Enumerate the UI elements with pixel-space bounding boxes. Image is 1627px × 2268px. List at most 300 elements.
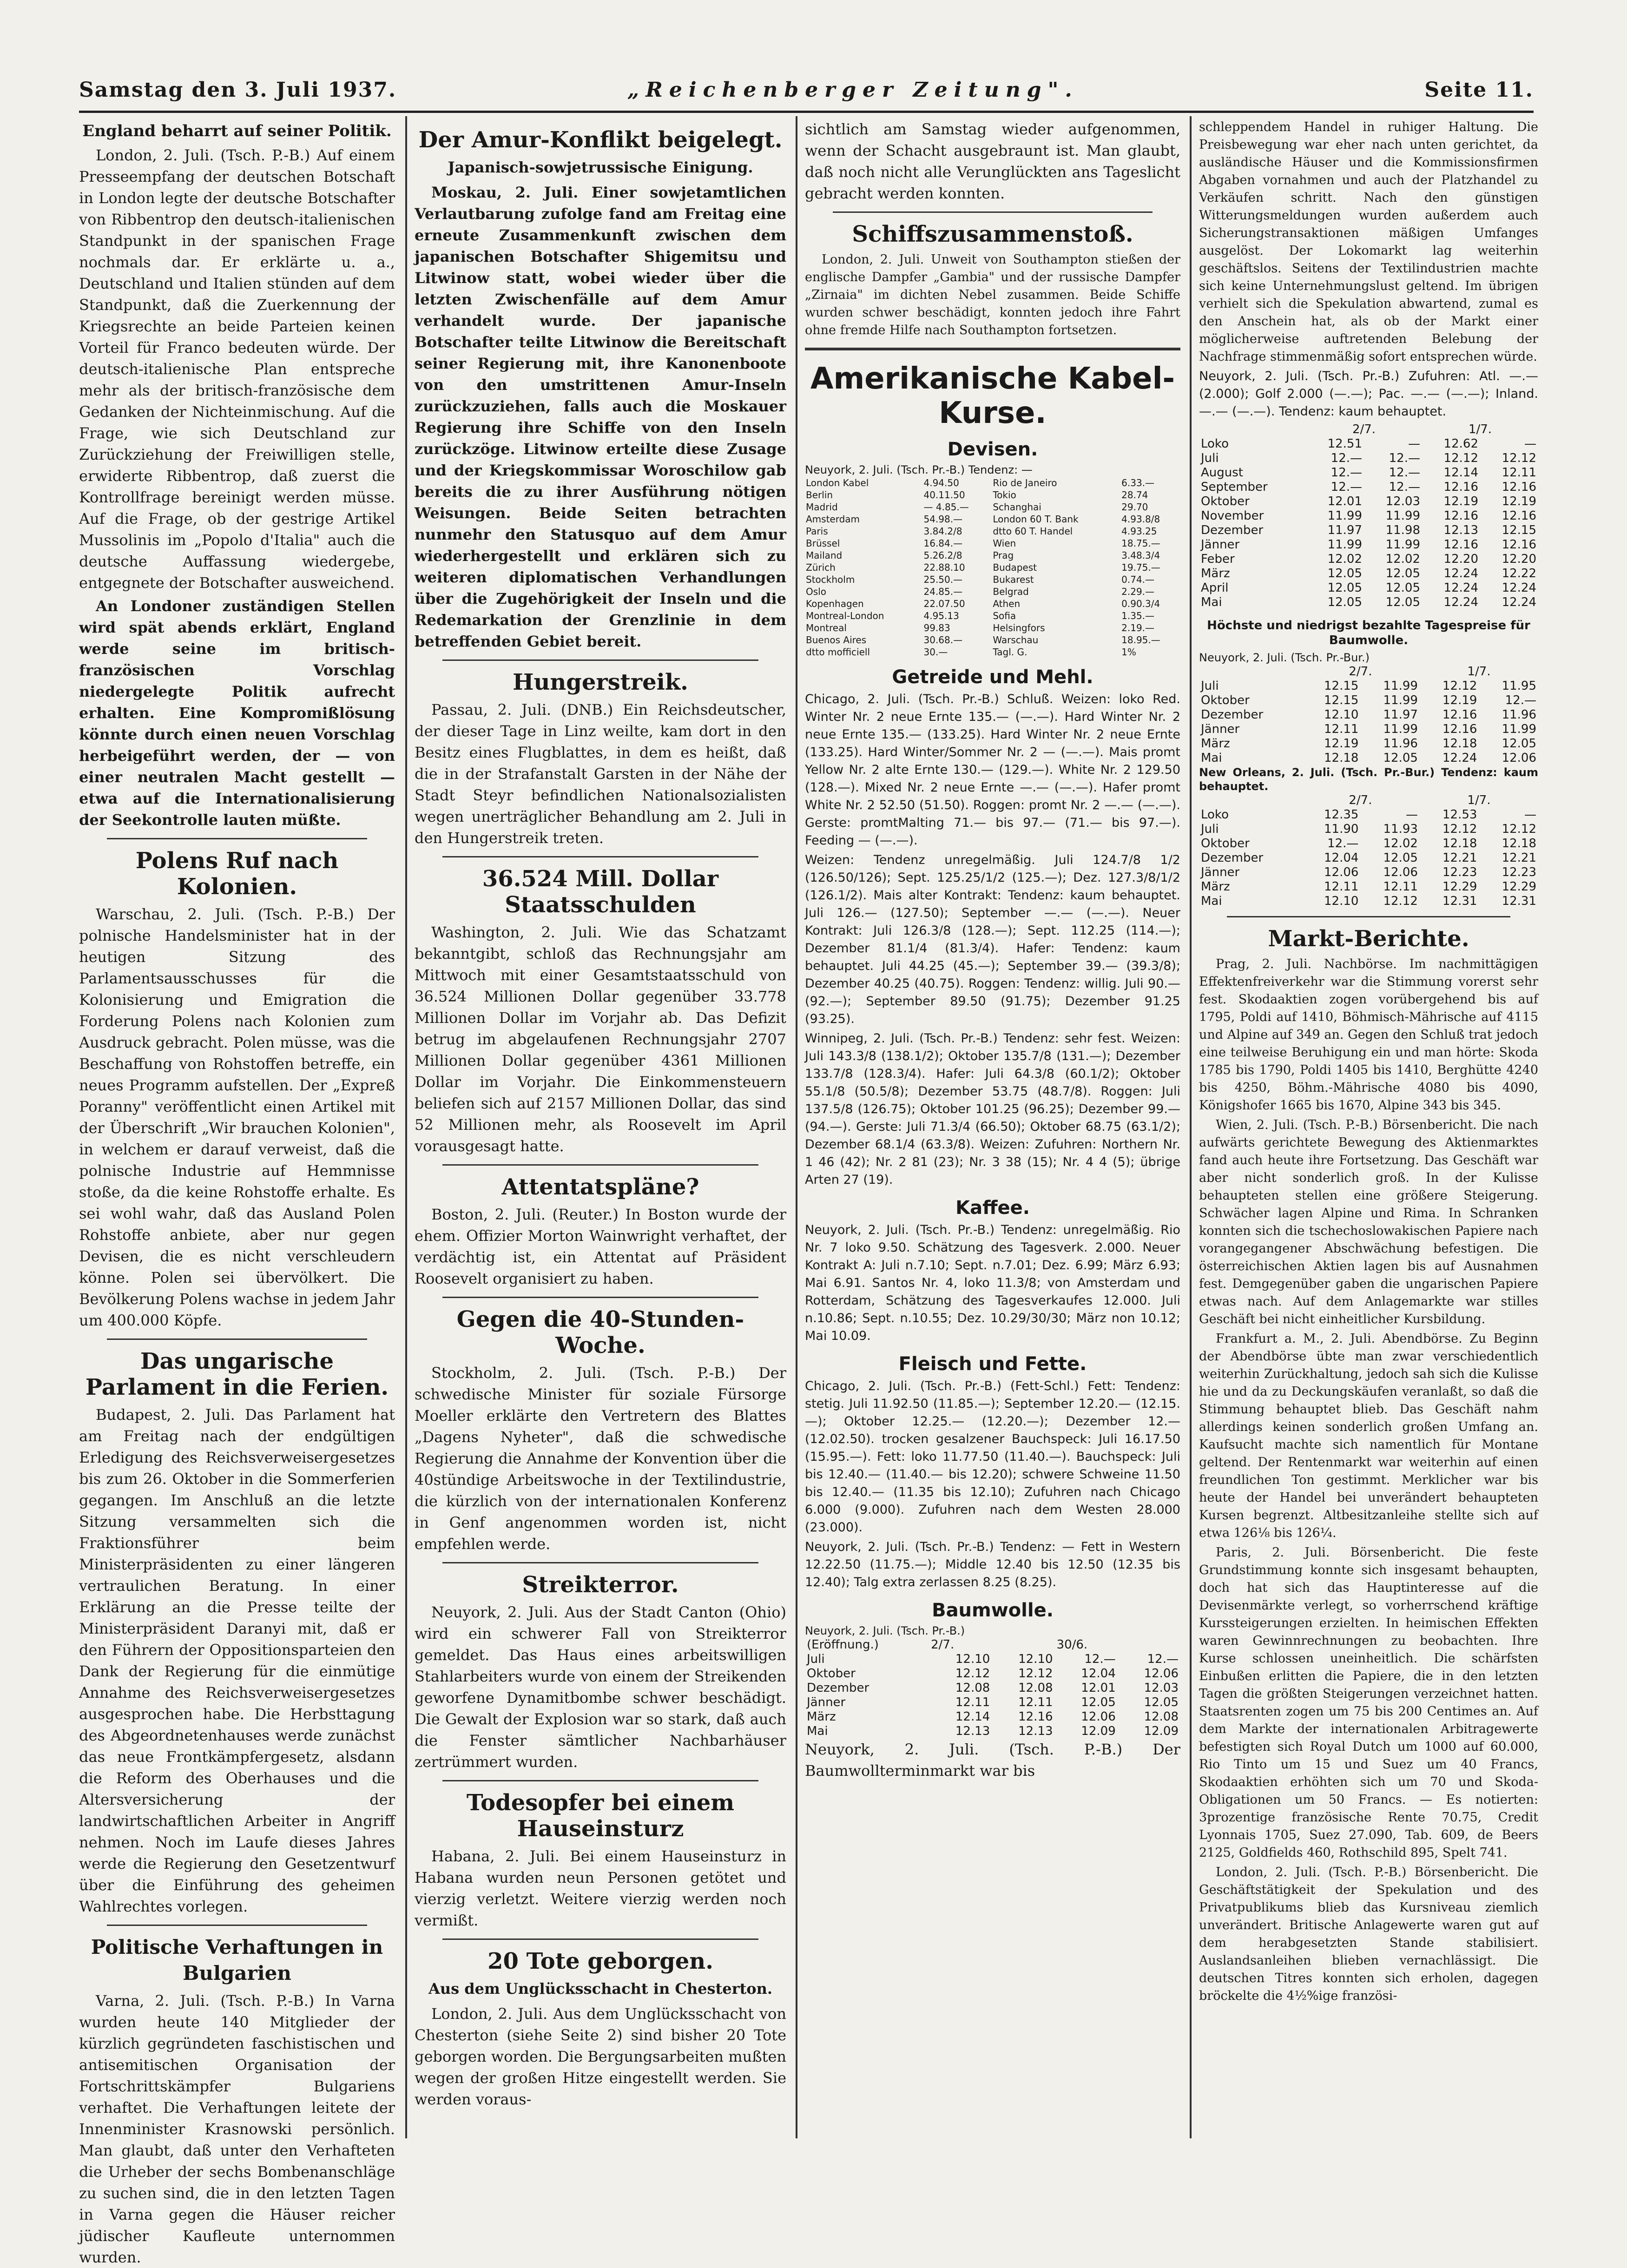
table-cell: Dezember: [807, 1681, 869, 1695]
table-cell: 2/7.: [1349, 665, 1372, 679]
table-cell: Mai: [1201, 595, 1222, 609]
table-cell: Helsingfors: [993, 622, 1045, 633]
table-cell: 12.10: [1018, 1652, 1053, 1666]
table-cell: 3.84.2/8: [923, 526, 962, 537]
table-cell: Mai: [1201, 751, 1222, 765]
table-cell: 12.12: [1443, 822, 1477, 836]
table-row: [1199, 494, 1538, 509]
table-row: [1199, 552, 1538, 567]
table-cell: 24.85.—: [923, 586, 963, 597]
table-cell: 12.20: [1443, 552, 1478, 566]
table-row: [1199, 851, 1538, 865]
article-heading: Hungerstreik.: [513, 669, 688, 695]
article-subheading: Japanisch-sowjetrussische Einigung.: [448, 158, 753, 176]
table-cell: Montreal-London: [806, 610, 884, 621]
table-cell: 11.96: [1383, 737, 1418, 751]
table-cell: November: [1201, 509, 1264, 523]
section-heading: Kaffee.: [955, 1197, 1030, 1219]
table-cell: 12.04: [1324, 851, 1359, 865]
table-cell: Jänner: [1201, 865, 1240, 879]
table-cell: 12.05: [1383, 851, 1418, 865]
table-cell: 12.13: [1443, 523, 1478, 537]
table-row: [1199, 466, 1538, 480]
table-row: [805, 1638, 1180, 1652]
column-1: [79, 119, 395, 2266]
table-cell: 12.16: [1443, 480, 1478, 494]
table-cell: 12.06: [1324, 865, 1359, 879]
table-cell: Mai: [807, 1724, 828, 1738]
table-row: [805, 489, 1180, 501]
market-report: Chicago, 2. Juli. (Tsch. Pr.-B.) (Fett-Schl.) Fett: Tendenz: stetig. Juli 11.92.50 (11.85.—); September 12.20.— (12.15.—); Oktober 12.25.— (12.20.—); Dezember 12.— (12.02.50). trocken gesalzener Bauchspeck: Juli 16.17.50 (15.95.—). Fett: loko 11.77.50 (11.40.—). Bauchspeck: Juli bis 12.40.— (11.40.— bis 12.20); schwere Schweine 11.50 bis 12.40.— (11.35 bis 12.10); Zufuhren nach Chicago 6.000 (9.000). Zufuhren nach dem Westen 28.000 (23.000).: [805, 1379, 1180, 1535]
table-cell: April: [1201, 581, 1229, 595]
table-cell: 12.16: [1502, 538, 1536, 552]
table-cell: 12.11: [1018, 1695, 1053, 1709]
table-cell: 12.02: [1385, 552, 1420, 566]
table-cell: Prag: [993, 550, 1014, 561]
table-cell: März: [1201, 737, 1230, 751]
table-cell: 12.22: [1502, 567, 1536, 580]
cotton-table-new-orleans: [1199, 793, 1538, 909]
table-cell: 12.08: [955, 1681, 990, 1695]
table-cell: Wien: [993, 538, 1016, 549]
table-cell: August: [1201, 466, 1243, 480]
section-intro: Neuyork, 2. Juli. (Tsch. Pr.-B.): [805, 1624, 965, 1637]
article-body: Moskau, 2. Juli. Einer sowjetamtlichen Verlautbarung zufolge fand am Freitag eine erneute Zusammenkunft zwischen dem japanischen Botschafter Shigemitsu und Litwinow statt, wobei wieder über die letzten Zwischenfälle auf dem Amur verhandelt wurde. Der japanische Botschafter teilte Litwinow die Bereitschaft seiner Regierung mit, ihre Kanonenboote von den umstrittenen Amur-Inseln zurückzuziehen, falls auch die Moskauer Regierung ihre Schiffe von den Inseln zurückzöge. Litwinow erteilte diese Zusage und der Kriegskommissar Woroschilow gab bereits die zu ihrer Ausführung nötigen Weisungen. Beide Seiten betrachten nunmehr den Statusquo auf dem Amur wiederhergestellt und erklären sich zu weiteren diplomatischen Verhandlungen über die Zugehörigkeit der Inseln und die Redemarkation der Grenzlinie in dem betreffenden Gebiet bereit.: [415, 184, 786, 650]
table-cell: 12.09: [1081, 1724, 1116, 1738]
table-cell: 12.12: [1443, 679, 1477, 693]
table-row: [805, 586, 1180, 598]
table-cell: März: [1201, 880, 1230, 894]
table-cell: 12.12: [955, 1667, 990, 1681]
section-heading-kabel: Amerikanische Kabel-Kurse.: [810, 362, 1175, 430]
market-report: schleppendem Handel in ruhiger Haltung. Die Preisbewegung war eher nach unten gerichtet, da ausländische Häuser und die Kommissionsfirmen Abgaben vornahmen und auch der Platzhandel zu Verkäufen schritt. Nach den günstigen Witterungsmeldungen wurden außerdem auch Sicherungstransaktionen mäßigen Umfanges ausgelöst. Der Lokomarkt lag weiterhin geschäftslos. Seitens der Textilindustrien machte sich keine Unternehmungslust geltend. Im übrigen verhielt sich die Spekulation abwartend, zumal es den Anschein hat, als ob der Markt einer möglicherweise auftretenden Belebung der Nachfrage stimmenmäßig sofort entsprechen würde.: [1199, 120, 1538, 364]
table-cell: Juli: [1201, 822, 1219, 836]
table-row: [1199, 793, 1538, 808]
table-cell: Feber: [1201, 552, 1235, 566]
table-cell: Zürich: [806, 562, 836, 573]
table-cell: 12.—: [1389, 480, 1420, 494]
table-row: [805, 549, 1180, 561]
table-cell: 12.29: [1443, 880, 1477, 894]
table-cell: 12.20: [1502, 552, 1536, 566]
table-cell: 29.70: [1121, 501, 1148, 513]
article-divider: [107, 1338, 367, 1340]
table-cell: März: [807, 1710, 836, 1724]
table-row: [1199, 437, 1538, 451]
table-cell: 19.75.—: [1121, 562, 1160, 573]
article-heading: Politische Verhaftungen in Bulgarien: [91, 1936, 383, 1984]
market-report: Neuyork, 2. Juli. (Tsch. Pr.-B.) Tendenz: — Fett in Western 12.22.50 (11.75.—); Middle 12.40 bis 12.50 (12.35 bis 12.40); Talg extra zerlassen 8.25 (8.25).: [805, 1540, 1180, 1589]
table-cell: 12.23: [1502, 865, 1536, 879]
table-cell: 12.12: [1443, 451, 1478, 465]
table-cell: 12.—: [1084, 1652, 1116, 1666]
table-cell: Dezember: [1201, 708, 1264, 722]
table-cell: Oslo: [806, 586, 826, 597]
table-cell: Kopenhagen: [806, 598, 864, 609]
table-cell: 11.99: [1383, 679, 1418, 693]
article-divider: [442, 1164, 758, 1166]
market-report: Winnipeg, 2. Juli. (Tsch. Pr.-B.) Tendenz: sehr fest. Weizen: Juli 143.3/8 (138.1/2); Oktober 135.7/8 (131.—); Dezember 133.7/8 (128.3/4). Hafer: Juli 64.3/8 (60.1/2); Oktober 55.1/8 (50.5/8); Dezember 53.75 (48.7/8). Roggen: Juli 137.5/8 (126.75); Oktober 101.25 (96.25); Dezember 99.— (94.—). Gerste: Juli 71.3/4 (66.50); Oktober 68.75 (63.1/2); Dezember 68.1/4 (63.3/8). Weizen: Zufuhren: Northern Nr. 1 46 (42); Nr. 2 81 (23); Nr. 3 38 (15); Nr. 4 4 (5); übrige Arten 27 (19).: [805, 1031, 1180, 1187]
table-cell: [992, 1638, 1054, 1652]
table-cell: 12.62: [1443, 437, 1478, 451]
market-report: Frankfurt a. M., 2. Juli. Abendbörse. Zu Beginn der Abendbörse übte man zwar verschiedentlich weiterhin Zurückhaltung, jedoch sah sich die Kulisse hie und da zu Deckungskäufen veranlaßt, so daß die Stimmung behauptet blieb. Das Geschäft nahm allerdings keinen sonderlich großen Umfang an. Kaufsucht machte sich namentlich für Montane geltend. Der Rentenmarkt war weiterhin auf einen freundlichen Ton gestimmt. Merklicher war bis heute der Handel bei unverändert behaupteten Kursen begrenzt. Altbesitzanleihe stellte sich auf etwa 126⅛ bis 126¼.: [1199, 1332, 1538, 1540]
table-cell: 12.12: [1502, 451, 1536, 465]
table-cell: 2/7.: [931, 1638, 955, 1652]
table-cell: [1199, 422, 1306, 437]
table-row: [1199, 509, 1538, 523]
article-body: Neuyork, 2. Juli. Aus der Stadt Canton (Ohio) wird ein schwerer Fall von Streikterror gemeldet. Das Haus eines arbeitswilligen Stahlarbeiters wurde von einem der Streikenden geworfene Dynamitbombe schwer beschädigt. Die Gewalt der Explosion war so stark, daß auch die Fenster sämtlicher Nachbarhäuser zertrümmert wurden.: [415, 1603, 786, 1771]
table-cell: 22.07.50: [923, 598, 965, 609]
table-cell: 12.13: [955, 1724, 990, 1738]
header-date: Samstag den 3. Juli 1937.: [79, 78, 397, 102]
table-cell: 1/7.: [1467, 665, 1491, 679]
baumwolle-table: [805, 1638, 1180, 1739]
cotton-table-high-low: [1199, 665, 1538, 765]
table-cell: 12.16: [1443, 509, 1478, 523]
article-heading: Der Amur-Konflikt beigelegt.: [418, 127, 783, 153]
table-cell: [1199, 793, 1301, 808]
table-cell: Dezember: [1201, 523, 1264, 537]
table-cell: [1199, 665, 1301, 679]
table-cell: 3.48.3/4: [1121, 550, 1160, 561]
table-row: [1199, 737, 1538, 751]
table-cell: 4.93.8/8: [1121, 514, 1160, 525]
table-cell: 12.21: [1502, 851, 1536, 865]
table-cell: Belgrad: [993, 586, 1029, 597]
table-cell: 18.95.—: [1121, 634, 1160, 646]
table-cell: 12.24: [1443, 595, 1478, 609]
table-cell: Madrid: [806, 501, 838, 513]
table-cell: 2.19.—: [1121, 622, 1155, 633]
table-cell: 12.04: [1081, 1667, 1116, 1681]
article-heading: Todesopfer bei einem Hauseinsturz: [466, 1790, 735, 1842]
table-cell: Mai: [1201, 894, 1222, 908]
table-cell: 12.05: [1327, 581, 1363, 595]
table-row: [1199, 722, 1538, 737]
table-cell: 12.—: [1331, 451, 1363, 465]
section-heading: Fleisch und Fette.: [898, 1353, 1087, 1375]
table-cell: 28.74: [1121, 489, 1148, 501]
table-cell: 11.97: [1383, 708, 1418, 722]
table-cell: Montreal: [806, 622, 847, 633]
table-cell: 12.19: [1443, 494, 1478, 508]
section-intro: Neuyork, 2. Juli. (Tsch. Pr.-B.) Tendenz: —: [805, 463, 1033, 476]
page-header: [79, 78, 1534, 106]
table-cell: 12.05: [1081, 1695, 1116, 1709]
table-cell: 12.01: [1327, 494, 1363, 508]
table-cell: 12.24: [1443, 581, 1478, 595]
table-cell: 12.35: [1324, 808, 1359, 822]
table-cell: 12.12: [1383, 894, 1418, 908]
table-row: [805, 574, 1180, 586]
article-body: London, 2. Juli. Unweit von Southampton stießen der englische Dampfer „Gambia" und der russische Dampfer „Zirnaia" im dichten Nebel zusammen. Beide Schiffe wurden schwer beschädigt, konnten jedoch ihre Fahrt ohne fremde Hilfe nach Southampton fortsetzen.: [805, 252, 1180, 337]
table-cell: Juli: [807, 1652, 825, 1666]
table-cell: 12.23: [1443, 865, 1477, 879]
table-cell: September: [1201, 480, 1268, 494]
table-cell: Jänner: [1201, 722, 1240, 736]
table-row: [1199, 894, 1538, 909]
table-cell: 11.99: [1385, 509, 1420, 523]
table-cell: Dezember: [1201, 851, 1264, 865]
article-heading: Streikterror.: [522, 1572, 679, 1598]
table-cell: dtto mofficiell: [806, 646, 870, 658]
table-cell: 1/7.: [1467, 793, 1491, 807]
table-cell: 4.93.25: [1121, 526, 1157, 537]
table-cell: Berlin: [806, 489, 833, 501]
table-cell: 12.—: [1147, 1652, 1179, 1666]
table-cell: 4.94.50: [923, 477, 959, 488]
article-divider: [107, 1925, 367, 1926]
table-cell: 12.05: [1502, 737, 1536, 751]
table-cell: 12.05: [1144, 1695, 1179, 1709]
table-row: [805, 1652, 1180, 1667]
article-body: Budapest, 2. Juli. Das Parlament hat am Freitag nach der endgültigen Erledigung des Reichsverweisergesetzes bis zum 26. Oktober in die Sommerferien gegangen. Im Anschluß an die letzte Sitzung versammelten sich die Fraktionsführer beim Ministerpräsidenten zu einer längeren vertraulichen Beratung. In einer Erklärung an die Presse teilte der Ministerpräsident Daranyi mit, daß er den Führern der Oppositionsparteien den Dank der Regierung für die einmütige Annahme des Reichsverweisergesetzes ausgesprochen habe. Die Herbsttagung des Abgeordnetenhauses werde zunächst das neue Frontkämpfergesetz, alsdann die Reform des Oberhauses und die Altersversicherung der landwirtschaftlichen Arbeiter in Angriff nehmen. Noch im Laufe dieses Jahres werde die Regierung den Gesetzentwurf über die Einführung des geheimen Wahlrechtes vorlegen.: [79, 1406, 395, 1915]
article-heading: Das ungarische Parlament in die Ferien.: [85, 1348, 389, 1400]
article-divider: [442, 856, 758, 857]
table-cell: Bukarest: [993, 574, 1034, 585]
header-rule: [79, 111, 1534, 113]
table-cell: 30/6.: [1056, 1638, 1088, 1652]
article-body: London, 2. Juli. (Tsch. P.-B.) Auf einem Presseempfang der deutschen Botschaft in London legte der deutsche Botschafter von Ribbentrop den deutsch-italienischen Standpunkt in der spanischen Frage nochmals dar. Er erklärte u. a., Deutschland und Italien stünden auf dem Standpunkt, daß die Zuerkennung der Kriegsrechte an beide Parteien keinen Vorteil für Franco bedeuten würde. Der deutsch-italienische Plan entspreche mehr als der britisch-französische dem Gedanken der Nichteinmischung. Auf die Frage, wie sich Deutschland zur Zurückziehung der Freiwilligen stelle, erwiderte Ribbentrop, daß zuerst die Kontrollfrage bereinigt werden müsse. Auf die Frage, ob der gestrige Artikel Mussolinis im „Popolo d'Italia" auch die deutsche Auffassung wiedergebe, entgegnete der Botschafter ausweichend.: [79, 146, 395, 592]
table-cell: Oktober: [807, 1667, 856, 1681]
article-heading: England beharrt auf seiner Politik.: [82, 122, 392, 140]
article-body: Varna, 2. Juli. (Tsch. P.-B.) In Varna wurden heute 140 Mitglieder der kürzlich gegründeten faschistischen und antisemitischen Organisation der Fortschrittskämpfer Bulgariens verhaftet. Die Verhaftungen leitete der Innenminister Krasnowski persönlich. Man glaubt, daß unter den Verhafteten die Urheber der sechs Bombenanschläge zu suchen sind, die in den letzten Tagen in Varna gegen die Häuser reicher jüdischer Kaufleute unternommen wurden.: [79, 1992, 395, 2266]
market-report: Neuyork, 2. Juli. (Tsch. Pr.-B.) Tendenz: unregelmäßig. Rio Nr. 7 loko 9.50. Schätzung des Tagesverk. 2.000. Neuer Kontrakt A: Juli n.7.10; Sept. n.7.01; Dez. 6.99; März 6.93; Mai 6.91. Santos Nr. 4, loko 11.3/8; von Amsterdam und Rotterdam, Schätzung des Tagesverkaufes 12.000. Juli n.10.86; Sept. n.10.55; Dez. 10.29/30/30; März non 10.12; Mai 10.09.: [805, 1223, 1180, 1343]
table-cell: 12.16: [1502, 509, 1536, 523]
table-cell: 12.12: [1502, 822, 1536, 836]
table-cell: 12.24: [1443, 567, 1478, 580]
market-report: Neuyork, 2. Juli. (Tsch. P.-B.) Der Baumwollterminmarkt war bis: [805, 1741, 1180, 1780]
table-cell: 12.19: [1502, 494, 1536, 508]
table-cell: Tagl. G.: [993, 646, 1028, 658]
table-cell: 11.96: [1502, 708, 1536, 722]
table-row: [1199, 808, 1538, 822]
section-intro: New Orleans, 2. Juli. (Tsch. Pr.-Bur.) Tendenz: kaum behauptet.: [1199, 766, 1538, 793]
table-cell: 12.03: [1385, 494, 1420, 508]
cotton-table-neuyork: [1199, 422, 1538, 610]
table-cell: Oktober: [1201, 837, 1250, 850]
table-cell: 11.99: [1383, 693, 1418, 707]
table-cell: Mailand: [806, 550, 843, 561]
column-3: [805, 119, 1180, 2145]
table-cell: Juli: [1201, 679, 1219, 693]
table-cell: 30.68.—: [923, 634, 963, 646]
table-cell: März: [1201, 567, 1230, 580]
table-cell: Rio de Janeiro: [993, 477, 1057, 488]
table-cell: Oktober: [1201, 693, 1250, 707]
table-cell: 12.11: [1324, 722, 1359, 736]
article-body: Washington, 2. Juli. Wie das Schatzamt bekanntgibt, schloß das Rechnungsjahr am Mittwoch mit einer Gesamtstaatsschuld von 36.524 Millionen Dollar gegenüber 33.778 Millionen Dollar im Vorjahr ab. Das Defizit betrug im abgelaufenen Rechnungsjahr 2707 Millionen Dollar gegenüber 4361 Millionen Dollar im Vorjahr. Die Einkommensteuern beliefen sich auf 2157 Millionen Dollar, das sind 52 Millionen mehr, als Roosevelt im April vorausgesagt hatte.: [415, 923, 786, 1155]
table-cell: 12.15: [1502, 523, 1536, 537]
table-cell: 12.02: [1327, 552, 1363, 566]
table-cell: 12.10: [1324, 708, 1359, 722]
table-cell: 12.53: [1443, 808, 1477, 822]
table-cell: Athen: [993, 598, 1021, 609]
table-cell: 12.—: [1331, 480, 1363, 494]
article-body: An Londoner zuständigen Stellen wird spät abends erklärt, England werde seine im britisch-französischen Vorschlag niedergelegte Politik aufrecht erhalten. Eine Kompromißlösung könnte durch einen neuen Vorschlag herbeigeführt werden, der — von einer neutralen Macht gestellt — etwa auf die Internationalisierung der Seekontrolle lauten müßte.: [79, 597, 395, 829]
table-row: [805, 477, 1180, 489]
table-cell: 12.05: [1385, 567, 1420, 580]
table-cell: 11.95: [1502, 679, 1536, 693]
table-row: [805, 1667, 1180, 1681]
table-cell: London Kabel: [806, 477, 869, 488]
table-cell: —: [1405, 808, 1418, 822]
table-cell: 12.21: [1443, 851, 1477, 865]
table-cell: 12.14: [1443, 466, 1478, 480]
article-divider: [442, 1780, 758, 1781]
table-cell: Sofia: [993, 610, 1016, 621]
table-cell: —: [1524, 808, 1536, 822]
table-cell: 12.06: [1144, 1667, 1179, 1681]
article-divider: [1227, 916, 1510, 917]
table-cell: Tokio: [993, 489, 1016, 501]
article-body: Habana, 2. Juli. Bei einem Hauseinsturz in Habana wurden neun Personen getötet und vierzig verletzt. Weitere vierzig werden noch vermißt.: [415, 1847, 786, 1929]
table-cell: 12.16: [1018, 1710, 1053, 1724]
table-cell: 12.14: [955, 1710, 990, 1724]
table-cell: 6.33.—: [1121, 477, 1155, 488]
table-row: [1199, 837, 1538, 851]
table-cell: 12.11: [1324, 880, 1359, 894]
table-cell: 12.16: [1443, 708, 1477, 722]
table-cell: 1.35.—: [1121, 610, 1155, 621]
section-heading: Getreide und Mehl.: [892, 666, 1093, 688]
table-cell: 11.90: [1324, 822, 1359, 836]
article-heading: Polens Ruf nach Kolonien.: [135, 848, 339, 900]
table-cell: 12.—: [1331, 466, 1363, 480]
article-divider: [442, 1297, 758, 1298]
table-row: [805, 1681, 1180, 1695]
table-row: [805, 537, 1180, 549]
table-row: [805, 634, 1180, 646]
market-report: Chicago, 2. Juli. (Tsch. Pr.-B.) Schluß. Weizen: loko Red. Winter Nr. 2 neue Ernte 135.— (—.—). Hard Winter Nr. 2 neue Ernte 135.— (133.25). Hard Winter Nr. 2 neue Ernte (133.25). Hard Winter/Sommer Nr. 2 — (—.—). Mais promt Yellow Nr. 2 alte Ernte 130.— (129.—). White Nr. 2 129.50 (128.—). Mixed Nr. 2 neue Ernte —.— (—.—). Hafer promt White Nr. 2 52.50 (51.50). Roggen: promt Nr. 2 —.— (—.—). Gerste: promtMalting 71.— bis 97.— (71.— bis 97.—). Feeding — (—.—).: [805, 692, 1180, 848]
table-cell: Brüssel: [806, 538, 840, 549]
table-cell: 1%: [1121, 646, 1136, 658]
table-row: [805, 513, 1180, 525]
column-4: [1199, 119, 1538, 2145]
table-cell: 12.08: [1144, 1710, 1179, 1724]
table-cell: Stockholm: [806, 574, 855, 585]
table-row: [1199, 880, 1538, 894]
table-cell: 12.24: [1502, 595, 1536, 609]
table-cell: 11.99: [1327, 509, 1363, 523]
article-divider: [442, 1938, 758, 1940]
table-cell: Paris: [806, 526, 828, 537]
table-row: [1199, 538, 1538, 552]
market-report: Weizen: Tendenz unregelmäßig. Juli 124.7/8 1/2 (126.50/126); Sept. 125.25/1/2 (125.—); Dez. 127.3/8/1/2 (126.1/2). Mais alter Kontrakt: Tendenz: kaum behauptet. Juli 126.— (127.50); September —.— (—.—). Neuer Kontrakt: Juli 126.3/8 (128.—); Sept. 112.25 (114.—); Dezember 81.1/4 (81.3/4). Hafer: Tendenz: kaum behauptet. Juli 44.25 (45.—); September 39.— (39.3/8); Dezember 40.25 (40.75). Roggen: Tendenz: willig. Juli 90.— (92.—); September 89.50 (91.75); Dezember 91.25 (93.25).: [805, 853, 1180, 1026]
table-row: [805, 1724, 1180, 1739]
table-cell: Jänner: [1201, 538, 1240, 552]
column-divider: [1190, 116, 1192, 2138]
table-row: [805, 598, 1180, 610]
table-row: [1199, 422, 1538, 437]
article-divider: [107, 838, 367, 839]
table-cell: 2.29.—: [1121, 586, 1155, 597]
table-cell: 12.11: [1502, 466, 1536, 480]
table-cell: 12.10: [955, 1652, 990, 1666]
table-cell: 12.06: [1383, 865, 1418, 879]
table-cell: 12.05: [1327, 595, 1363, 609]
table-cell: 12.—: [1389, 451, 1420, 465]
table-cell: Loko: [1201, 437, 1229, 451]
article-body: sichtlich am Samstag wieder aufgenommen, wenn der Schacht ausgebraunt ist. Man glaubt, daß noch nicht alle Verunglückten ans Tageslicht gebracht werden konnten.: [805, 120, 1180, 202]
table-cell: 25.50.—: [923, 574, 963, 585]
table-row: [805, 646, 1180, 658]
section-intro: Neuyork, 2. Juli. (Tsch. Pr.-Bur.): [1199, 651, 1370, 664]
table-cell: Amsterdam: [806, 514, 860, 525]
table-cell: 1/7.: [1468, 422, 1492, 436]
table-cell: Juli: [1201, 451, 1219, 465]
header-title: „Reichenberger Zeitung".: [627, 78, 1079, 102]
table-cell: Warschau: [993, 634, 1039, 646]
table-cell: 12.06: [1502, 751, 1536, 765]
article-heading: Schiffszusammenstoß.: [852, 221, 1133, 247]
table-cell: 12.19: [1443, 693, 1477, 707]
table-row: [1199, 567, 1538, 581]
table-cell: 12.16: [1502, 480, 1536, 494]
table-row: [1199, 693, 1538, 708]
market-report: London, 2. Juli. (Tsch. P.-B.) Börsenbericht. Die Geschäftstätigkeit der Spekulation und des Privatpublikums blieb das Kursniveau ziemlich unverändert. Britische Anlagewerte waren gut auf dem herabgesetzten Stande stabilisiert. Auslandsanleihen blieben vernachlässigt. Die deutschen Titres konnten sich erholen, dagegen bröckelte die 4½%ige französi-: [1199, 1865, 1538, 2003]
table-row: [1199, 451, 1538, 466]
article-heading: Attentatspläne?: [501, 1174, 699, 1200]
table-cell: —: [1408, 437, 1420, 451]
table-cell: 12.06: [1081, 1710, 1116, 1724]
article-subheading: Aus dem Unglücksschacht in Chesterton.: [428, 1980, 772, 1998]
table-row: [1199, 581, 1538, 595]
table-cell: 12.—: [1505, 693, 1536, 707]
column-2: [415, 119, 786, 2145]
table-row: [805, 1695, 1180, 1710]
table-cell: — 4.85.—: [923, 501, 969, 513]
table-cell: 12.02: [1383, 837, 1418, 850]
table-cell: 12.16: [1443, 538, 1478, 552]
table-row: [1199, 822, 1538, 837]
table-cell: 12.31: [1443, 894, 1477, 908]
table-cell: 16.84.—: [923, 538, 963, 549]
table-cell: 12.18: [1443, 737, 1477, 751]
table-cell: 12.51: [1327, 437, 1363, 451]
article-body: London, 2. Juli. Aus dem Unglücksschacht von Chesterton (siehe Seite 2) sind bisher 20 Tote geborgen worden. Die Bergungsarbeiten mußten wegen der großen Hitze eingestellt werden. Sie werden voraus-: [415, 2005, 786, 2108]
table-row: [1199, 865, 1538, 880]
table-cell: 12.31: [1502, 894, 1536, 908]
article-divider: [442, 1562, 758, 1563]
table-cell: 12.11: [955, 1695, 990, 1709]
table-row: [1199, 595, 1538, 610]
table-row: [805, 1710, 1180, 1724]
table-row: [1199, 480, 1538, 494]
table-row: [1199, 665, 1538, 679]
table-cell: 12.18: [1443, 837, 1477, 850]
table-row: [1199, 679, 1538, 693]
table-cell: 30.—: [923, 646, 948, 658]
table-cell: 11.98: [1385, 523, 1420, 537]
table-cell: 40.11.50: [923, 489, 965, 501]
table-cell: 12.13: [1018, 1724, 1053, 1738]
table-cell: 12.05: [1327, 567, 1363, 580]
table-cell: 12.08: [1018, 1681, 1053, 1695]
table-cell: 0.90.3/4: [1121, 598, 1160, 609]
table-cell: dtto 60 T. Handel: [993, 526, 1073, 537]
table-cell: 11.93: [1383, 822, 1418, 836]
table-row: [805, 501, 1180, 513]
table-cell: London 60 T. Bank: [993, 514, 1079, 525]
table-cell: 12.24: [1443, 751, 1477, 765]
table-cell: 12.01: [1081, 1681, 1116, 1695]
section-heading: Markt-Berichte.: [1268, 926, 1469, 952]
table-cell: 11.97: [1327, 523, 1363, 537]
table-cell: 99.83: [923, 622, 950, 633]
table-cell: 54.98.—: [923, 514, 963, 525]
table-cell: 4.95.13: [923, 610, 959, 621]
